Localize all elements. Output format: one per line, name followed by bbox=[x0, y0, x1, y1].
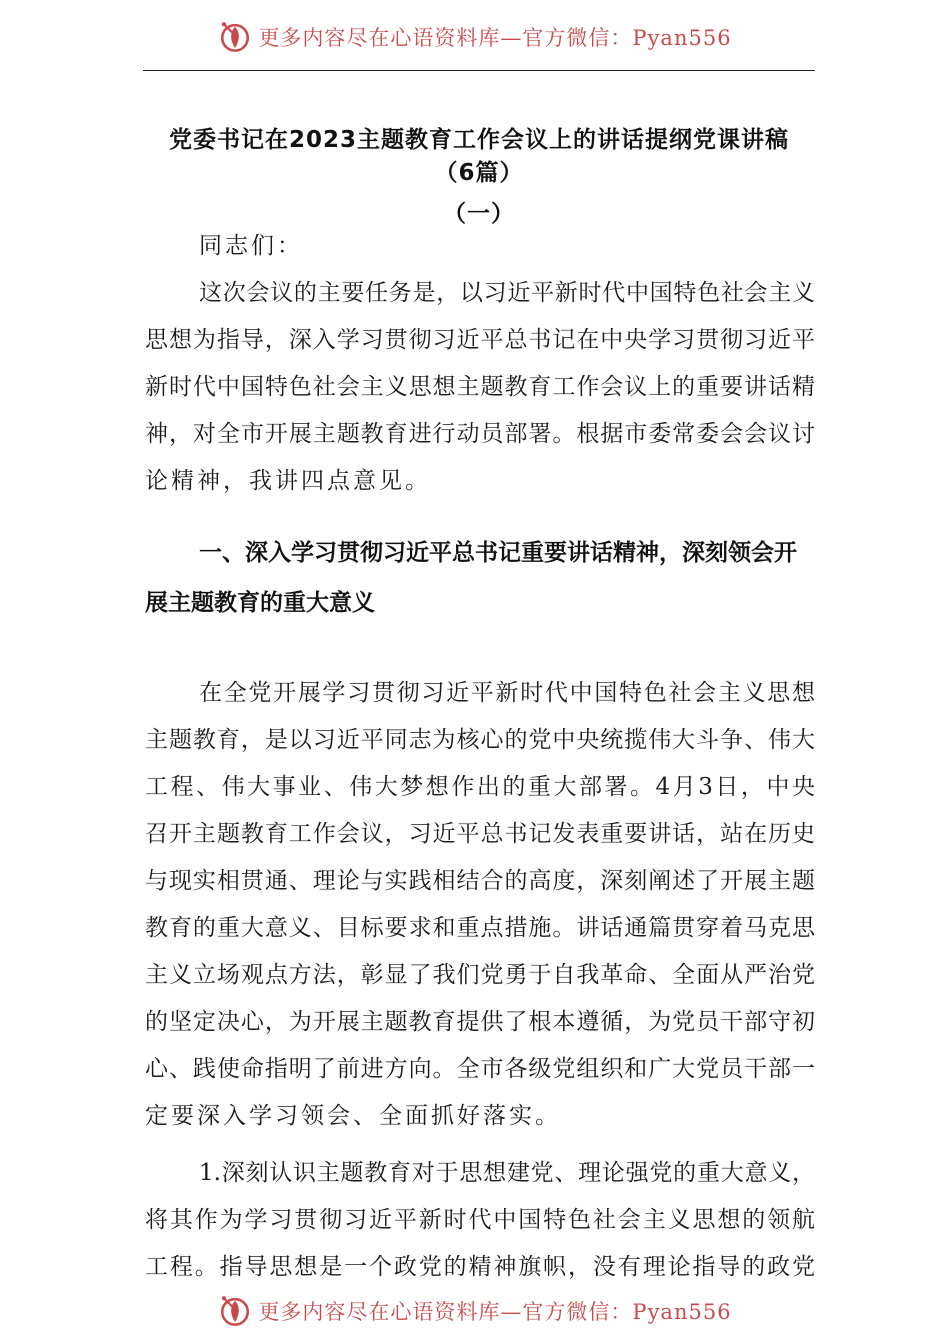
text-line: 召开主题教育工作会议，习近平总书记发表重要讲话，站在历史 bbox=[145, 821, 815, 847]
text-line: 神，对全市开展主题教育进行动员部署。根据市委常委会会议讨 bbox=[145, 421, 815, 447]
text-line: 教育的重大意义、目标要求和重点措施。讲话通篇贯穿着马克思 bbox=[145, 915, 815, 941]
text-line: 将其作为学习贯彻习近平新时代中国特色社会主义思想的领航 bbox=[145, 1207, 815, 1233]
banner-text: 更多内容尽在心语资料库—官方微信：Pyan556 bbox=[258, 26, 732, 50]
text-line: 这次会议的主要任务是，以习近平新时代中国特色社会主义 bbox=[199, 280, 815, 306]
text-line: 论精神，我讲四点意见。 bbox=[145, 468, 431, 494]
library-logo-icon bbox=[218, 1294, 252, 1328]
heading-line: 展主题教育的重大意义 bbox=[145, 590, 375, 616]
text-line: 在全党开展学习贯彻习近平新时代中国特色社会主义思想 bbox=[199, 680, 815, 706]
text-line: 思想为指导，深入学习贯彻习近平总书记在中央学习贯彻习近平 bbox=[145, 327, 815, 353]
text-line: 心、践使命指明了前进方向。全市各级党组织和广大党员干部一 bbox=[145, 1056, 815, 1082]
banner-text: 更多内容尽在心语资料库—官方微信：Pyan556 bbox=[258, 1300, 732, 1324]
document-title-count: （6篇） bbox=[434, 160, 524, 186]
text-line: 的坚定决心，为开展主题教育提供了根本遵循，为党员干部守初 bbox=[145, 1009, 815, 1035]
paragraph-2 bbox=[145, 670, 815, 1140]
text-line: 工程。指导思想是一个政党的精神旗帜，没有理论指导的政党 bbox=[145, 1254, 815, 1280]
text-line: 与现实相贯通、理论与实践相结合的高度，深刻阐述了开展主题 bbox=[145, 868, 815, 894]
paragraph-3 bbox=[145, 1150, 815, 1291]
library-logo-icon bbox=[218, 20, 252, 54]
document-title: 党委书记在2023主题教育工作会议上的讲话提纲党课讲稿 bbox=[168, 127, 789, 153]
header-divider bbox=[143, 70, 815, 71]
text-line: 工程、伟大事业、伟大梦想作出的重大部署。4月3日，中央 bbox=[145, 774, 815, 800]
paragraph-1 bbox=[145, 270, 815, 505]
text-line: 1.深刻认识主题教育对于思想建党、理论强党的重大意义， bbox=[199, 1160, 815, 1186]
text-line: 定要深入学习领会、全面抓好落实。 bbox=[145, 1103, 561, 1129]
section-number: （一） bbox=[443, 201, 515, 227]
footer-banner bbox=[0, 1286, 950, 1336]
text-line: 新时代中国特色社会主义思想主题教育工作会议上的重要讲话精 bbox=[145, 374, 815, 400]
header-banner bbox=[0, 12, 950, 62]
text-line: 主义立场观点方法，彰显了我们党勇于自我革命、全面从严治党 bbox=[145, 962, 815, 988]
section-heading-1 bbox=[145, 528, 815, 628]
salutation: 同志们： bbox=[199, 233, 303, 259]
document-body bbox=[145, 223, 815, 1291]
heading-line: 一、深入学习贯彻习近平总书记重要讲话精神，深刻领会开 bbox=[199, 540, 797, 566]
text-line: 主题教育，是以习近平同志为核心的党中央统揽伟大斗争、伟大 bbox=[145, 727, 815, 753]
